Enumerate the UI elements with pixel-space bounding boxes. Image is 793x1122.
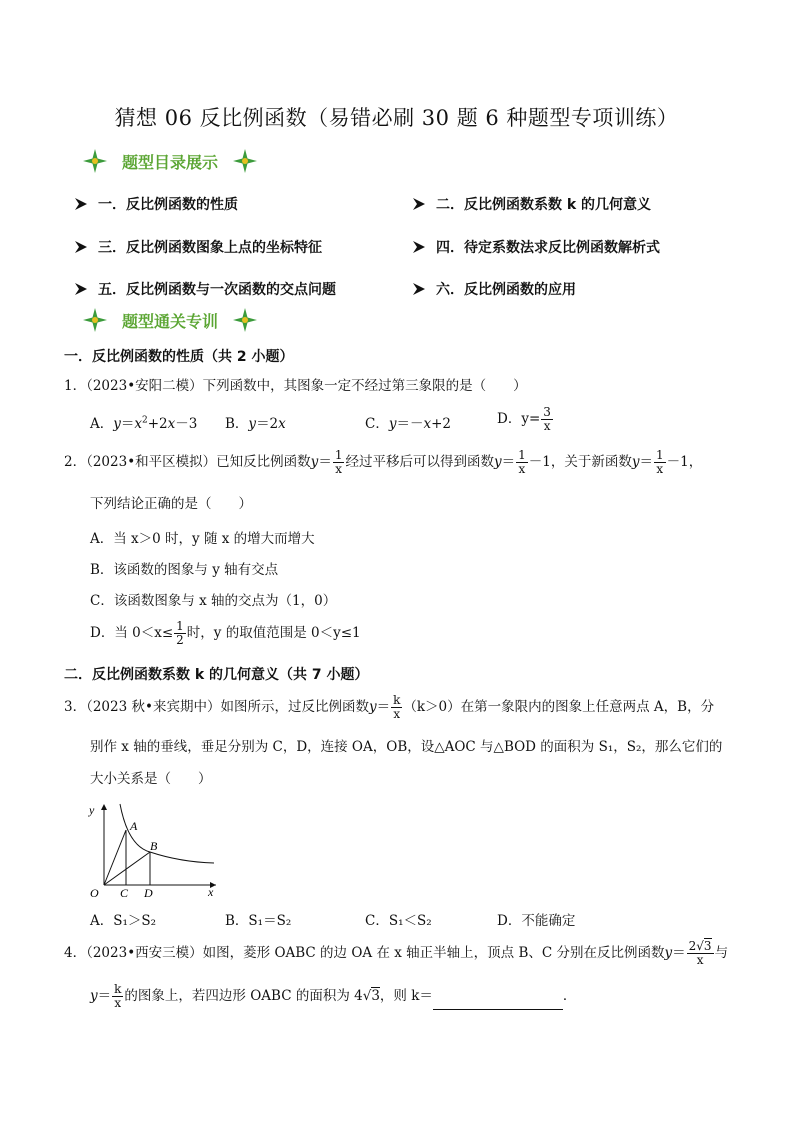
question-2-stem: 2．（2023•和平区模拟）已知反比例函数y＝ $\frac{1}{x}$ 经过平移后可以得到函数y＝ $\frac{1}{x}$ －1，关于新函数y＝ $\frac{1}{x}$ －1， [64,448,703,476]
arrow-bullet-icon [74,197,88,211]
sparkle-icon [82,148,108,174]
q3-option-d[interactable]: D．不能确定 [497,913,576,929]
toc-banner [82,148,258,174]
page-title: 猜想 06 反比例函数（易错必刷 30 题 6 种题型专项训练） [114,106,679,130]
question-1-stem: 1．（2023•安阳二模）下列函数中，其图象一定不经过第三象限的是（ ） [64,378,527,394]
toc-item[interactable]: 三．反比例函数图象上点的坐标特征 [74,237,322,257]
q2-option-c[interactable]: C．该函数图象与 x 轴的交点为（1，0） [90,593,337,609]
fig-label-a: A [130,819,138,833]
q1-option-b[interactable]: B．y＝2x [225,416,286,432]
q2-option-d[interactable]: D．当 0＜x≤ $\frac{1}{2}$ 时，y 的取值范围是 0＜y≤1 [90,619,361,647]
arrow-bullet-icon [412,197,426,211]
question-4-stem: 4．（2023•西安三模）如图，菱形 OABC 的边 OA 在 x 轴正半轴上，顶点 B、C 分别在反比例函数y＝ $\frac{2√3}{x}$ 与 [64,939,729,967]
q3-option-b[interactable]: B．S₁＝S₂ [225,913,292,929]
sparkle-icon [232,307,258,333]
arrow-bullet-icon [412,282,426,296]
toc-item[interactable]: 四．待定系数法求反比例函数解析式 [412,237,660,257]
fig-label-c: C [120,886,129,900]
fig-label-y: y [89,803,95,817]
q2-option-b[interactable]: B．该函数的图象与 y 轴有交点 [90,562,279,578]
question-3-stem: 3．（2023 秋•来宾期中）如图所示，过反比例函数y＝ $\frac{k}{x}$ （k＞0）在第一象限内的图象上任意两点 A，B，分 [64,693,715,721]
q1-option-d[interactable]: D．y= $\frac{3}{x}$ [497,405,551,433]
fig-label-d: D [144,886,153,900]
q2-option-a[interactable]: A．当 x＞0 时，y 随 x 的增大而增大 [90,531,315,547]
toc-item[interactable]: 六．反比例函数的应用 [412,279,576,299]
sparkle-icon [232,148,258,174]
fig-label-b: B [150,839,158,853]
toc-item[interactable]: 五．反比例函数与一次函数的交点问题 [74,279,336,299]
q1-option-a[interactable]: A．$y=x^2+2x-3$ [90,415,198,432]
question-4-line2: y＝ $\frac{k}{x}$ 的图象上，若四边形 OABC 的面积为 4√3，则 k＝ ． [90,982,577,1010]
q3-option-c[interactable]: C．S₁＜S₂ [365,913,432,929]
toc-item[interactable]: 二．反比例函数系数 k 的几何意义 [412,194,651,214]
q1-option-c[interactable]: C．y＝－x+2 [365,416,452,432]
section-heading: 一．反比例函数的性质（共 2 小题） [64,349,294,365]
arrow-bullet-icon [74,240,88,254]
question-3-line3: 大小关系是（ ） [90,771,212,787]
q3-figure [84,800,234,900]
sparkle-icon [82,307,108,333]
toc-item[interactable]: 一．反比例函数的性质 [74,194,238,214]
fig-label-o: O [90,886,99,900]
section-heading: 二．反比例函数系数 k 的几何意义（共 7 小题） [64,667,369,683]
fig-label-x: x [208,885,214,899]
banner-title: 题型目录展示 [122,152,219,172]
q3-option-a[interactable]: A．S₁＞S₂ [90,913,157,929]
arrow-bullet-icon [74,282,88,296]
banner-title: 题型通关专训 [122,311,219,331]
arrow-bullet-icon [412,240,426,254]
practice-banner [82,307,258,333]
question-3-line2: 别作 x 轴的垂线，垂足分别为 C，D，连接 OA，OB，设△AOC 与△BOD 的面积为 S₁，S₂，那么它们的 [90,739,723,755]
answer-blank[interactable] [433,995,563,1010]
question-2-line2: 下列结论正确的是（ ） [90,496,252,512]
